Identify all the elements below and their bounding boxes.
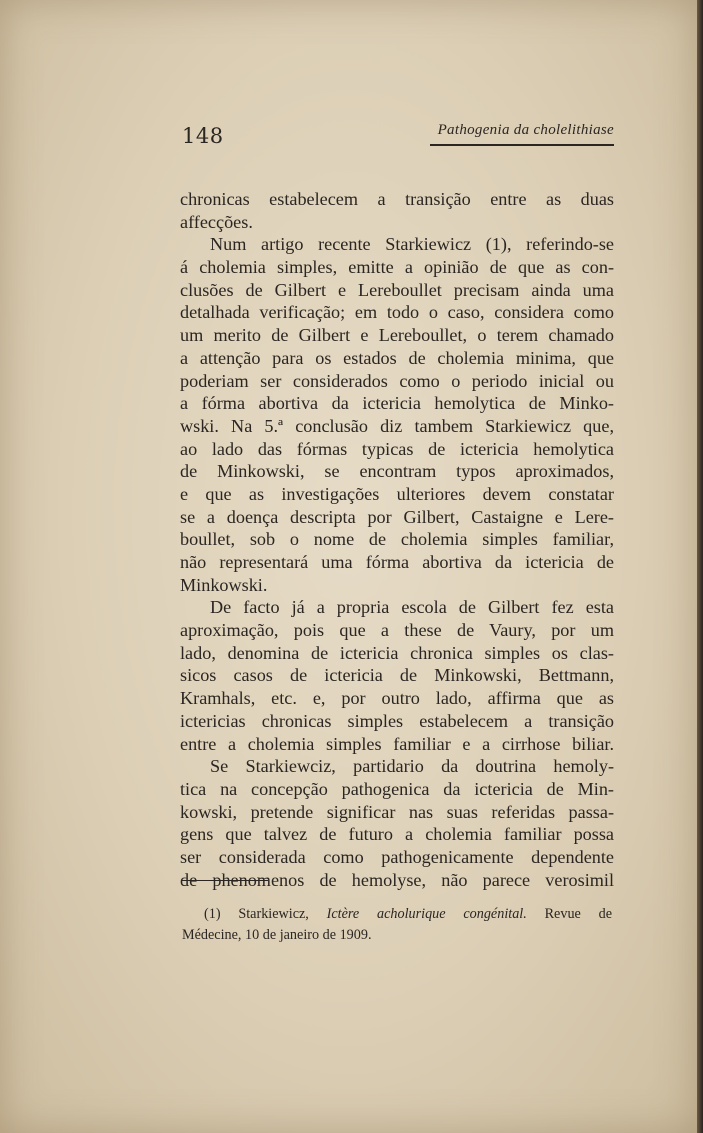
text-line: Minkowski.	[180, 574, 268, 595]
text-line: não representará uma fórma abortiva da ictericia de	[180, 552, 614, 572]
text-line: entre a cholemia simples familiar e a cirrhose biliar.	[180, 733, 614, 754]
page-header	[182, 120, 614, 150]
text-line: chronicas estabelecem a transição entre as duas	[180, 189, 614, 209]
text-line: tica na concepção pathogenica da ictericia de Min-	[180, 778, 614, 799]
text-line: um merito de Gilbert e Lereboullet, o terem chamado	[180, 325, 614, 346]
footnote-title: Ictère acholurique congénital.	[326, 906, 527, 922]
text-line: clusões de Gilbert e Lereboullet precisam ainda uma	[180, 279, 614, 300]
text-line: ser considerada como pathogenicamente dependente	[180, 846, 614, 867]
text-line: poderiam ser considerados como o periodo inicial ou	[180, 370, 614, 391]
text-line: boullet, sob o nome de cholemia simples familiar,	[180, 529, 614, 550]
body-text	[180, 188, 614, 891]
text-line: detalhada verificação; em todo o caso, considera como	[180, 302, 614, 323]
page-number: 148	[182, 124, 224, 148]
text-line: aproximação, pois que a these de Vaury, por um	[180, 620, 614, 641]
text-line: gens que talvez de futuro a cholemia familiar possa	[180, 824, 614, 845]
footnote-line	[182, 904, 612, 925]
text-line: Num artigo recente Starkiewicz (1), referindo-se	[210, 234, 614, 255]
text-line: e que as investigações ulteriores devem constatar	[180, 483, 614, 504]
footnote-marker: (1)	[204, 906, 221, 922]
footnote-author: Starkiewicz,	[238, 906, 309, 922]
header-rule	[430, 144, 614, 146]
text-line: de Minkowski, se encontram typos aproximados,	[180, 461, 614, 482]
text-line: Se Starkiewciz, partidario da doutrina hemoly-	[210, 756, 614, 777]
footnote-journal: Revue de	[544, 906, 613, 922]
text-line: a attenção para os estados de cholemia minima, que	[180, 347, 614, 368]
binding-edge	[697, 0, 703, 1133]
footnote-rule	[182, 880, 268, 881]
running-head: Pathogenia da cholelithiase	[437, 122, 614, 138]
footnote	[182, 904, 612, 946]
text-line: affecções.	[180, 211, 253, 232]
text-line: wski. Na 5.ª conclusão diz tambem Starkiewicz que,	[180, 415, 614, 436]
text-line: a fórma abortiva da ictericia hemolytica de Minko-	[180, 393, 614, 414]
text-line: Kramhals, etc. e, por outro lado, affirma que as	[180, 688, 614, 709]
text-line: ictericias chronicas simples estabelecem a transição	[180, 710, 614, 731]
text-line: se a doença descripta por Gilbert, Castaigne e Lere-	[180, 506, 614, 527]
text-line: ao lado das fórmas typicas de ictericia hemolytica	[180, 438, 614, 459]
text-line: sicos casos de ictericia de Minkowski, Bettmann,	[180, 665, 614, 686]
text-line: de phenomenos de hemolyse, não parece verosimil	[180, 869, 614, 890]
footnote-line: Médecine, 10 de janeiro de 1909.	[182, 927, 372, 943]
text-line: lado, denomina de ictericia chronica simples os clas-	[180, 642, 614, 663]
text-line: á cholemia simples, emitte a opinião de que as con-	[180, 257, 614, 278]
text-line: De facto já a propria escola de Gilbert fez esta	[210, 597, 614, 618]
text-line: kowski, pretende significar nas suas referidas passa-	[180, 801, 614, 822]
